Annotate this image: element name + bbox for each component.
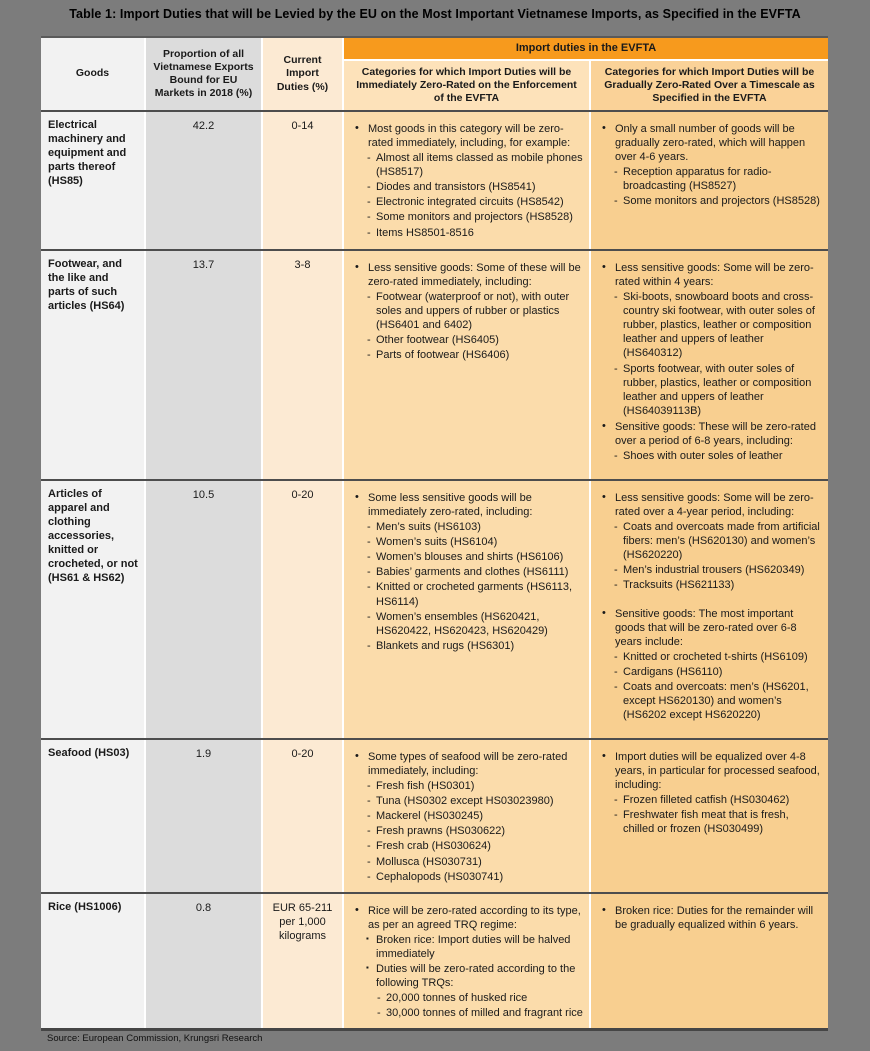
dash-marker-icon: - [367,566,371,579]
list-item-text: Fresh crab (HS030624) [376,840,491,853]
square-marker-icon: ▪ [366,963,369,973]
list-item-text: Almost all items classed as mobile phones (HS8517) [376,152,583,179]
list-item [352,550,583,564]
dash-marker-icon: - [614,291,618,304]
list-item [352,180,583,194]
goods-cell: Electrical machinery and equipment and parts thereof (HS85) [41,112,146,249]
list-item [352,991,583,1005]
proportion-cell: 13.7 [146,251,263,479]
list-item-text: Fresh prawns (HS030622) [376,825,506,838]
list-item-text: Shoes with outer soles of leather [623,450,783,463]
dash-marker-icon: - [367,152,371,165]
list-item-text: Cardigans (HS6110) [623,665,723,678]
header-proportion: Proportion of all Vietnamese Exports Bound for EU Markets in 2018 (%) [146,38,263,110]
page-title: Table 1: Import Duties that will be Levied by the EU on the Most Important Vietnamese Imports, as Specified in the EVFTA [69,7,801,21]
dash-marker-icon: - [614,809,618,822]
list-item-text: Blankets and rugs (HS6301) [376,639,515,652]
dash-marker-icon: - [367,196,371,209]
list-item [599,122,822,164]
list-item [599,362,822,418]
header-gradual-zero-rated: Categories for which Import Duties will be Gradually Zero-Rated Over a Timescale as Specified in the EVFTA [591,61,828,110]
header-evfta-band: Import duties in the EVFTA [344,38,828,59]
list-item [352,226,583,240]
list-item [599,563,822,577]
list-item [599,680,822,722]
dash-marker-icon: - [367,291,371,304]
list-item-text: Babies’ garments and clothes (HS6111) [376,566,569,579]
list-item-text: 20,000 tonnes of husked rice [386,992,528,1005]
bullet-marker-icon: • [602,903,606,916]
gradual-zero-rated-cell [591,112,828,249]
table-row-rice [41,892,828,1029]
dash-marker-icon: - [614,650,618,663]
dash-marker-icon: - [614,362,618,375]
dash-marker-icon: - [367,181,371,194]
list-item-text: Coats and overcoats made from artificial fibers: men’s (HS620130) and women’s (HS620220) [623,521,820,562]
table-row-seafood [41,738,828,892]
dash-marker-icon: - [614,564,618,577]
list-item-text: Coats and overcoats: men’s (HS6201, except HS620130) and women’s (HS6202 except HS620220) [623,680,809,722]
gradual-zero-rated-cell [591,740,828,892]
dash-marker-icon: - [614,450,618,463]
bullet-marker-icon: • [355,122,359,134]
goods-cell: Seafood (HS03) [41,740,146,892]
list-item [352,855,583,869]
list-item-text: Duties will be zero-rated according to the following TRQs: [376,963,576,990]
list-item-text: Broken rice: Import duties will be halved immediately [376,933,571,960]
dash-marker-icon: - [614,794,618,807]
gradual-zero-rated-cell [591,251,828,479]
proportion-cell: 1.9 [146,740,263,892]
goods-cell: Rice (HS1006) [41,894,146,1029]
bullet-marker-icon: • [355,261,359,273]
bullet-marker-icon: • [602,122,606,134]
list-item [352,933,583,961]
list-item-text: Import duties will be equalized over 4-8 years, in particular for processed seafood, including: [615,751,820,792]
list-item [352,520,583,534]
list-item [352,195,583,209]
list-item-text: Electronic integrated circuits (HS8542) [376,196,564,209]
list-item-text: Broken rice: Duties for the remainder will be gradually equalized within 6 years. [615,904,814,931]
list-item [599,194,822,208]
dash-marker-icon: - [367,610,371,623]
list-item-text: Cephalopods (HS030741) [376,870,504,883]
list-item [599,808,822,836]
list-item [599,750,822,792]
list-spacer [599,594,822,605]
dash-marker-icon: - [614,680,618,693]
dash-marker-icon: - [367,521,371,534]
list-item [352,870,583,884]
list-item-text: Sensitive goods: The most important goods that will be zero-rated over 6-8 years include: [615,607,797,648]
list-item-text: Less sensitive goods: Some of these will be zero-rated immediately, including: [368,262,581,289]
current-duties-cell: EUR 65-211 per 1,000 kilograms [263,894,344,1029]
header-current-duties: Current Import Duties (%) [263,38,344,110]
list-item-text: Some types of seafood will be zero-rated immediately, including: [368,751,568,778]
header-evfta-subheaders [344,59,828,110]
dash-marker-icon: - [367,334,371,347]
dash-marker-icon: - [614,665,618,678]
dash-marker-icon: - [367,226,371,239]
list-item-text: Some monitors and projectors (HS8528) [623,195,820,208]
immediate-zero-rated-cell [344,481,591,738]
list-item-text: Knitted or crocheted t-shirts (HS6109) [623,650,808,663]
list-item-text: Men’s industrial trousers (HS620349) [623,564,805,577]
dash-marker-icon: - [377,1007,381,1020]
current-duties-cell: 3-8 [263,251,344,479]
dash-marker-icon: - [614,521,618,534]
dash-marker-icon: - [367,810,371,823]
list-item-text: Knitted or crocheted garments (HS6113, HS6114) [376,581,573,608]
list-item [599,449,822,463]
dash-marker-icon: - [367,840,371,853]
list-item-text: Other footwear (HS6405) [376,334,499,347]
dash-marker-icon: - [367,581,371,594]
dash-marker-icon: - [367,536,371,549]
list-item-text: Items HS8501-8516 [376,226,474,239]
immediate-zero-rated-cell [344,251,591,479]
list-item [352,639,583,653]
list-item-text: Some monitors and projectors (HS8528) [376,211,573,224]
list-item [352,962,583,990]
list-item-text: Ski-boots, snowboard boots and cross-country ski footwear, with outer soles of rubber, plastics, leather or composition leather and uppers of leather (HS640312) [623,291,815,360]
list-item [352,290,583,332]
list-item-text: Sports footwear, with outer soles of rubber, plastics, leather or composition leather and uppers of leather (HS64039113B) [623,362,812,417]
dash-marker-icon: - [614,579,618,592]
dash-marker-icon: - [614,166,618,179]
list-item-text: Less sensitive goods: Some will be zero-rated within 4 years: [615,262,814,289]
bullet-marker-icon: • [602,261,606,273]
list-item [352,151,583,179]
current-duties-cell: 0-20 [263,481,344,738]
immediate-zero-rated-cell [344,894,591,1029]
table-header-row [41,38,828,110]
list-item [352,210,583,224]
list-item [599,607,822,649]
list-item [352,779,583,793]
dash-marker-icon: - [367,211,371,224]
dash-marker-icon: - [367,349,371,362]
list-item [599,290,822,360]
dash-marker-icon: - [377,992,381,1005]
list-item [352,809,583,823]
list-item [352,904,583,932]
list-item [599,520,822,562]
source-note: Source: European Commission, Krungsri Research [47,1033,263,1044]
gradual-zero-rated-cell [591,894,828,1029]
goods-cell: Articles of apparel and clothing accessories, knitted or crocheted, or not (HS61 & HS62) [41,481,146,738]
list-item-text: Mackerel (HS030245) [376,810,483,823]
immediate-zero-rated-cell [344,740,591,892]
list-item-text: Women’s suits (HS6104) [376,536,498,549]
list-item [352,261,583,289]
list-item-text: 30,000 tonnes of milled and fragrant rice [386,1007,583,1020]
list-item-text: Women’s blouses and shirts (HS6106) [376,551,564,564]
dash-marker-icon: - [367,780,371,793]
list-item [352,491,583,519]
square-marker-icon: ▪ [366,933,369,943]
bullet-marker-icon: • [355,903,359,916]
current-duties-cell: 0-14 [263,112,344,249]
list-item [599,904,822,932]
list-item [599,261,822,289]
list-item [599,650,822,664]
dash-marker-icon: - [367,639,371,652]
bullet-marker-icon: • [355,491,359,503]
header-goods: Goods [41,38,146,110]
list-item-text: Fresh fish (HS0301) [376,780,475,793]
dash-marker-icon: - [367,795,371,808]
goods-cell: Footwear, and the like and parts of such articles (HS64) [41,251,146,479]
bullet-marker-icon: • [602,750,606,762]
bullet-marker-icon: • [355,750,359,762]
list-item-text: Less sensitive goods: Some will be zero-rated over a 4-year period, including: [615,492,814,519]
list-item [352,610,583,638]
immediate-zero-rated-cell [344,112,591,249]
list-item-text: Mollusca (HS030731) [376,855,482,868]
list-item-text: Most goods in this category will be zero-rated immediately, including, for example: [368,123,571,150]
list-item [352,535,583,549]
table-row-electrical-machinery [41,110,828,249]
dash-marker-icon: - [367,551,371,564]
list-item [352,565,583,579]
proportion-cell: 0.8 [146,894,263,1029]
current-duties-cell: 0-20 [263,740,344,892]
list-item-text: Tracksuits (HS621133) [623,579,735,592]
proportion-cell: 42.2 [146,112,263,249]
list-item-text: Only a small number of goods will be gradually zero-rated, which will happen over 4-6 years. [615,123,806,164]
table-row-footwear [41,249,828,479]
header-evfta-group [344,38,828,110]
list-item [352,839,583,853]
list-item-text: Rice will be zero-rated according to its type, as per an agreed TRQ regime: [368,904,581,931]
list-item-text: Sensitive goods: These will be zero-rated over a period of 6-8 years, including: [615,420,816,447]
list-item [599,665,822,679]
table-row-apparel [41,479,828,738]
list-item-text: Freshwater fish meat that is fresh, chilled or frozen (HS030499) [623,809,789,836]
bullet-marker-icon: • [602,419,606,432]
list-item [352,122,583,150]
list-item-text: Tuna (HS0302 except HS03023980) [376,795,554,808]
list-item [352,333,583,347]
list-item-text: Some less sensitive goods will be immediately zero-rated, including: [368,492,533,519]
list-item [599,420,822,448]
list-item [599,491,822,519]
list-item-text: Men’s suits (HS6103) [376,521,481,534]
bullet-marker-icon: • [602,491,606,503]
bullet-marker-icon: • [602,606,606,619]
dash-marker-icon: - [367,825,371,838]
dash-marker-icon: - [367,855,371,868]
dash-marker-icon: - [614,195,618,208]
list-item [599,165,822,193]
list-item [352,580,583,608]
list-item-text: Diodes and transistors (HS8541) [376,181,536,194]
import-duties-table [41,36,828,1031]
dash-marker-icon: - [367,870,371,883]
list-item-text: Reception apparatus for radio-broadcasting (HS8527) [623,166,772,193]
list-item [599,578,822,592]
list-item-text: Women’s ensembles (HS620421, HS620422, HS620423, HS620429) [376,610,548,637]
list-item-text: Parts of footwear (HS6406) [376,349,510,362]
list-item-text: Frozen filleted catfish (HS030462) [623,794,790,807]
list-item [352,824,583,838]
list-item [352,794,583,808]
list-item [599,793,822,807]
list-item [352,750,583,778]
list-item-text: Footwear (waterproof or not), with outer soles and uppers of rubber or plastics (HS6401 and 6402) [376,291,570,332]
gradual-zero-rated-cell [591,481,828,738]
list-item [352,348,583,362]
header-immediate-zero-rated: Categories for which Import Duties will be Immediately Zero-Rated on the Enforcement of the EVFTA [344,61,591,110]
list-item [352,1006,583,1020]
proportion-cell: 10.5 [146,481,263,738]
